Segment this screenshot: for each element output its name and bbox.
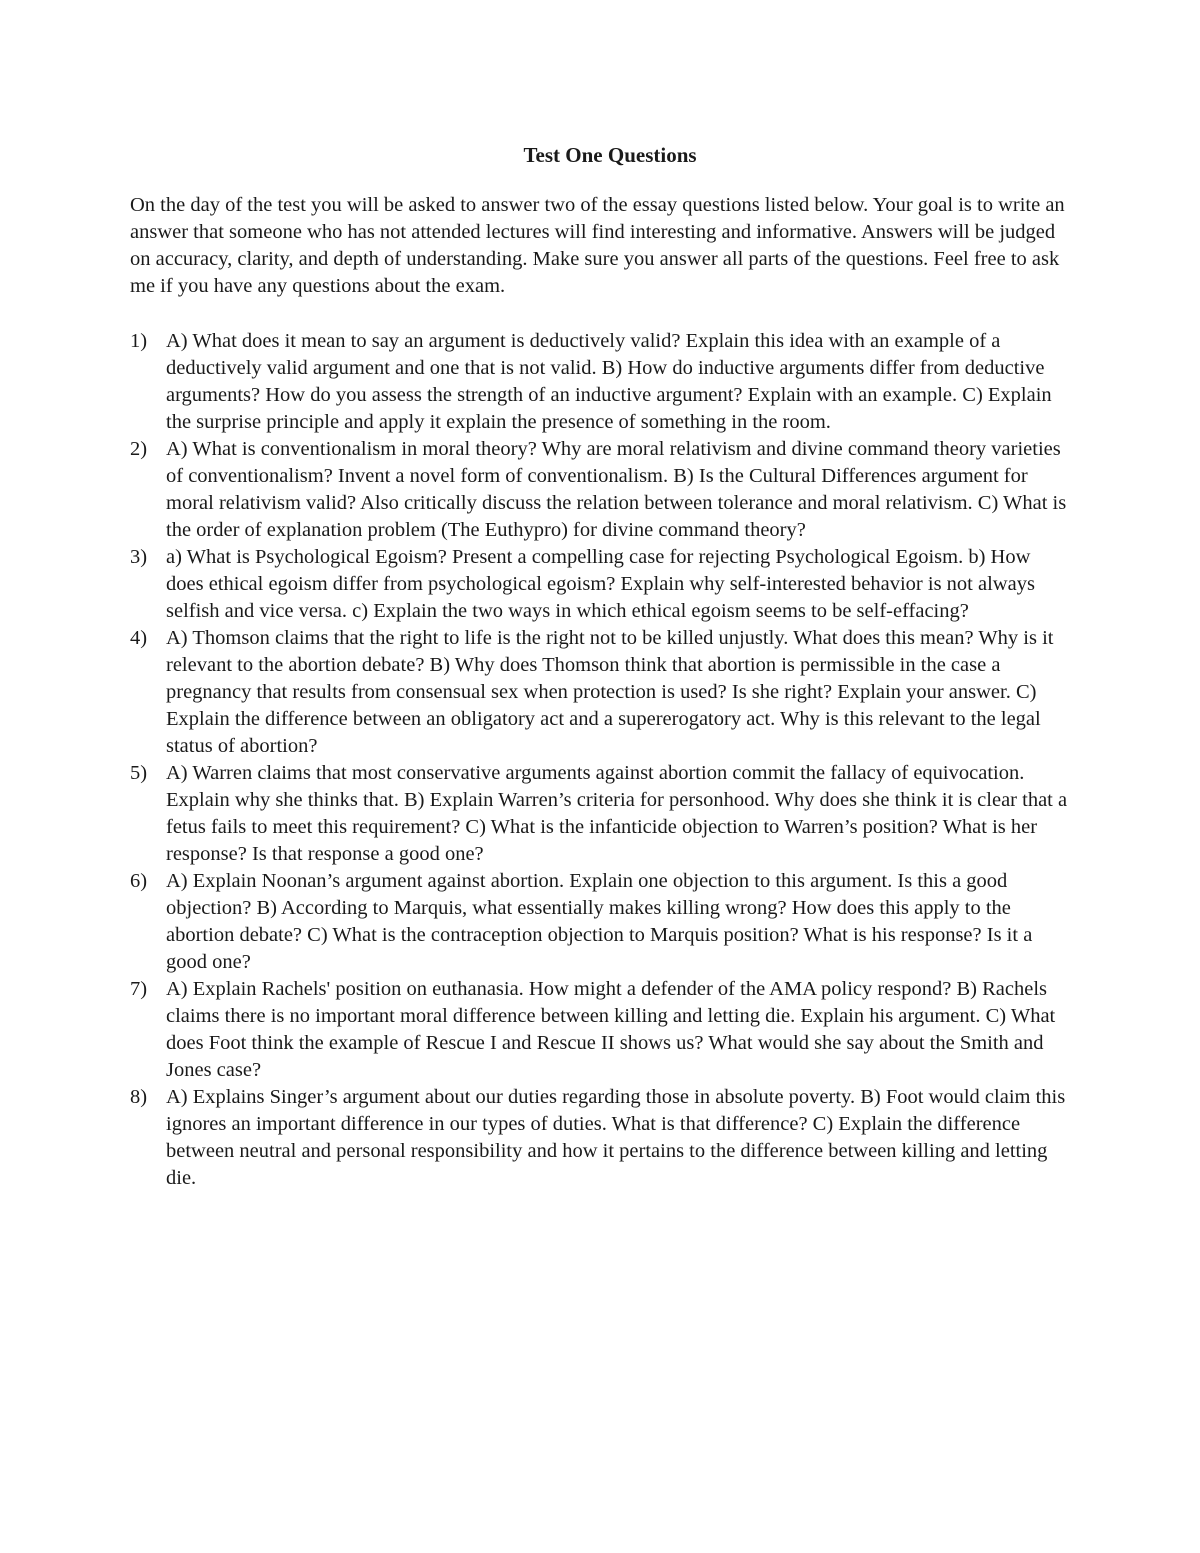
question-item-1 (130, 328, 1070, 436)
question-number: 8) (130, 1086, 148, 1108)
question-text: A) What does it mean to say an argument is deductively valid? Explain this idea with an example of a deductively valid argument and one that is not valid. B) How do inductive arguments differ from deductive arguments? How do you assess the strength of an inductive argument? Explain with an example. C) Explain the surprise principle and apply it explain the presence of something in the room. (166, 330, 1052, 433)
question-text: a) What is Psychological Egoism? Present a compelling case for rejecting Psychological Egoism. b) How does ethical egoism differ from psychological egoism? Explain why self-interested behavior is not always selfish and vice versa. c) Explain the two ways in which ethical egoism seems to be self-effacing? (166, 546, 1035, 622)
page-title: Test One Questions (523, 143, 697, 167)
question-number: 1) (130, 330, 148, 352)
question-item-8 (130, 1084, 1070, 1192)
question-text: A) Explain Noonan’s argument against abortion. Explain one objection to this argument. Is this a good objection? B) According to Marquis, what essentially makes killing wrong? How does this apply to the abortion debate? C) What is the contraception objection to Marquis position? What is his response? Is it a good one? (166, 870, 1033, 973)
question-item-3 (130, 544, 1070, 625)
question-number: 5) (130, 762, 148, 784)
question-text: A) Warren claims that most conservative arguments against abortion commit the fallacy of equivocation. Explain why she thinks that. B) Explain Warren’s criteria for personhood. Why does she think it is clear that a fetus fails to meet this requirement? C) What is the infanticide objection to Warren’s position? What is her response? Is that response a good one? (166, 762, 1068, 865)
intro-paragraph: On the day of the test you will be asked to answer two of the essay questions listed below. Your goal is to write an answer that someone who has not attended lectures will find interesting and informative. Answers will be judged on accuracy, clarity, and depth of understanding. Make sure you answer all parts of the questions. Feel free to ask me if you have any questions about the exam. (130, 194, 1065, 297)
question-text: A) Explains Singer’s argument about our duties regarding those in absolute poverty. B) Foot would claim this ignores an important difference in our types of duties. What is that difference? C) Explain the difference between neutral and personal responsibility and how it pertains to the difference between killing and letting die. (166, 1086, 1066, 1189)
question-text: A) Explain Rachels' position on euthanasia. How might a defender of the AMA policy respond? B) Rachels claims there is no important moral difference between killing and letting die. Explain his argument. C) What does Foot think the example of Rescue I and Rescue II shows us? What would she say about the Smith and Jones case? (166, 978, 1056, 1081)
question-number: 2) (130, 438, 148, 460)
question-number: 6) (130, 870, 148, 892)
document-page (130, 138, 1070, 1192)
question-text: A) What is conventionalism in moral theory? Why are moral relativism and divine command theory varieties of conventionalism? Invent a novel form of conventionalism. B) Is the Cultural Differences argument for moral relativism valid? Also critically discuss the relation between tolerance and moral relativism. C) What is the order of explanation problem (The Euthypro) for divine command theory? (166, 438, 1067, 541)
question-number: 3) (130, 546, 148, 568)
question-text: A) Thomson claims that the right to life is the right not to be killed unjustly. What does this mean? Why is it relevant to the abortion debate? B) Why does Thomson think that abortion is permissible in the case a pregnancy that results from consensual sex when protection is used? Is she right? Explain your answer. C) Explain the difference between an obligatory act and a supererogatory act. Why is this relevant to the legal status of abortion? (166, 627, 1054, 757)
question-item-2 (130, 436, 1070, 544)
question-item-6 (130, 868, 1070, 976)
question-number: 4) (130, 627, 148, 649)
question-item-4 (130, 625, 1070, 760)
question-item-5 (130, 760, 1070, 868)
question-number: 7) (130, 978, 148, 1000)
question-item-7 (130, 976, 1070, 1084)
question-list (130, 328, 1070, 1192)
